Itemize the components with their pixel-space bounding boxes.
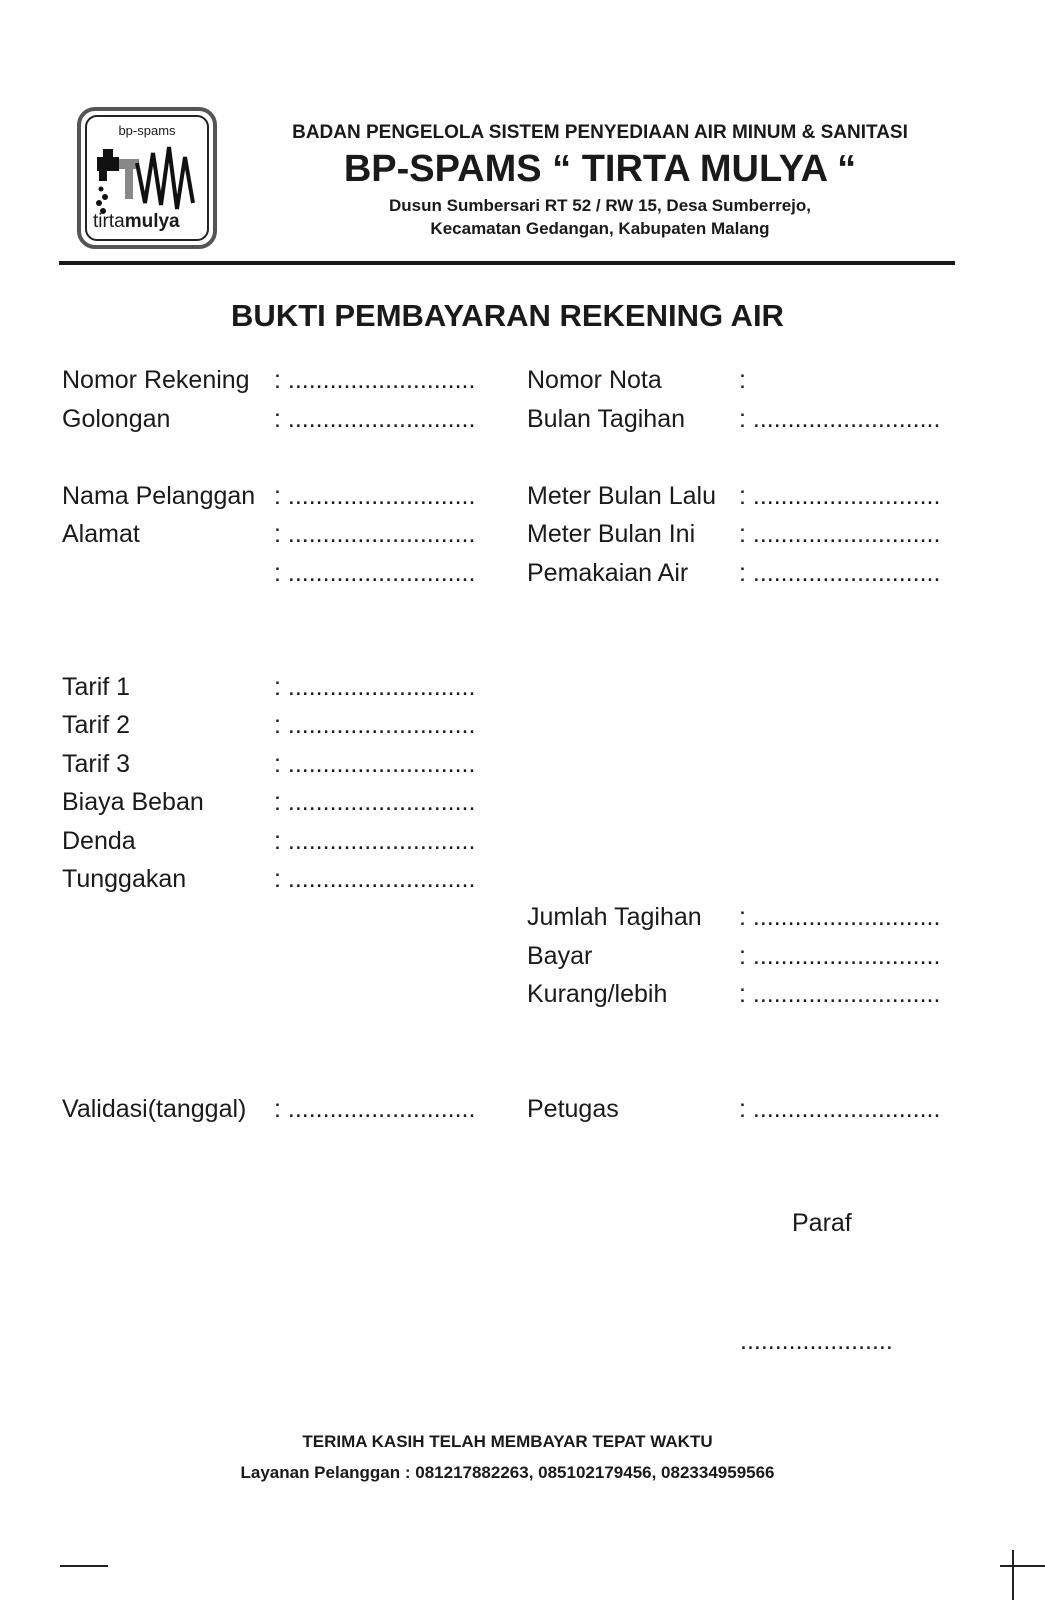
label-bulan-tagihan: Bulan Tagihan (527, 405, 686, 433)
crop-mark-right-vertical (1012, 1550, 1014, 1600)
org-name: BADAN PENGELOLA SISTEM PENYEDIAAN AIR MINUM & SANITASI (292, 122, 908, 143)
paraf-label: Paraf (792, 1209, 852, 1237)
logo (77, 107, 217, 249)
paraf-line: ...................... (740, 1327, 893, 1355)
field-tarif-1: : ........................... (274, 673, 476, 701)
crop-mark-left (60, 1565, 108, 1567)
label-petugas: Petugas (527, 1095, 619, 1123)
label-jumlah-tagihan: Jumlah Tagihan (527, 903, 702, 931)
document-title: BUKTI PEMBAYARAN REKENING AIR (231, 298, 784, 333)
footer-service: Layanan Pelanggan : 081217882263, 085102179456, 082334959566 (240, 1463, 775, 1482)
header-divider (59, 261, 955, 265)
label-biaya-beban: Biaya Beban (62, 788, 204, 816)
field-nomor-rekening: : ........................... (274, 366, 476, 394)
field-meter-bulan-ini: : ........................... (739, 520, 941, 548)
label-alamat: Alamat (62, 520, 140, 548)
label-nomor-nota: Nomor Nota (527, 366, 662, 394)
label-denda: Denda (62, 827, 136, 855)
field-alamat-1: : ........................... (274, 520, 476, 548)
field-denda: : ........................... (274, 827, 476, 855)
footer-thanks: TERIMA KASIH TELAH MEMBAYAR TEPAT WAKTU (302, 1432, 713, 1451)
field-biaya-beban: : ........................... (274, 788, 476, 816)
address-line-1: Dusun Sumbersari RT 52 / RW 15, Desa Sumberrejo, (389, 196, 811, 215)
field-petugas: : ........................... (739, 1095, 941, 1123)
label-pemakaian-air: Pemakaian Air (527, 559, 689, 587)
company-name: BP-SPAMS “ TIRTA MULYA “ (343, 148, 857, 190)
field-tunggakan: : ........................... (274, 865, 476, 893)
field-jumlah-tagihan: : ........................... (739, 903, 941, 931)
logo-tirta: tirta (93, 211, 125, 232)
field-tarif-2: : ........................... (274, 711, 476, 739)
logo-top-text: bp-spams (118, 123, 176, 138)
label-kurang-lebih: Kurang/lebih (527, 980, 668, 1008)
logo-bottom-text (93, 211, 180, 233)
field-meter-bulan-lalu: : ........................... (739, 482, 941, 510)
field-validasi: : ........................... (274, 1095, 476, 1123)
field-bulan-tagihan: : ........................... (739, 405, 941, 433)
label-tarif-3: Tarif 3 (62, 750, 131, 778)
field-nomor-nota: : (739, 366, 746, 394)
label-tarif-1: Tarif 1 (62, 673, 131, 701)
field-alamat-2: : ........................... (274, 559, 476, 587)
field-golongan: : ........................... (274, 405, 476, 433)
label-meter-bulan-ini: Meter Bulan Ini (527, 520, 696, 548)
label-tunggakan: Tunggakan (62, 865, 187, 893)
label-nomor-rekening: Nomor Rekening (62, 366, 250, 394)
label-tarif-2: Tarif 2 (62, 711, 131, 739)
field-tarif-3: : ........................... (274, 750, 476, 778)
field-bayar: : ........................... (739, 942, 941, 970)
field-kurang-lebih: : ........................... (739, 980, 941, 1008)
label-golongan: Golongan (62, 405, 171, 433)
label-nama-pelanggan: Nama Pelanggan (62, 482, 256, 510)
address-line-2: Kecamatan Gedangan, Kabupaten Malang (430, 219, 770, 238)
field-pemakaian-air: : ........................... (739, 559, 941, 587)
logo-mulya: mulya (124, 211, 180, 232)
label-meter-bulan-lalu: Meter Bulan Lalu (527, 482, 717, 510)
field-nama-pelanggan: : ........................... (274, 482, 476, 510)
label-bayar: Bayar (527, 942, 593, 970)
crop-mark-right (1000, 1565, 1045, 1567)
label-validasi: Validasi(tanggal) (62, 1095, 247, 1123)
